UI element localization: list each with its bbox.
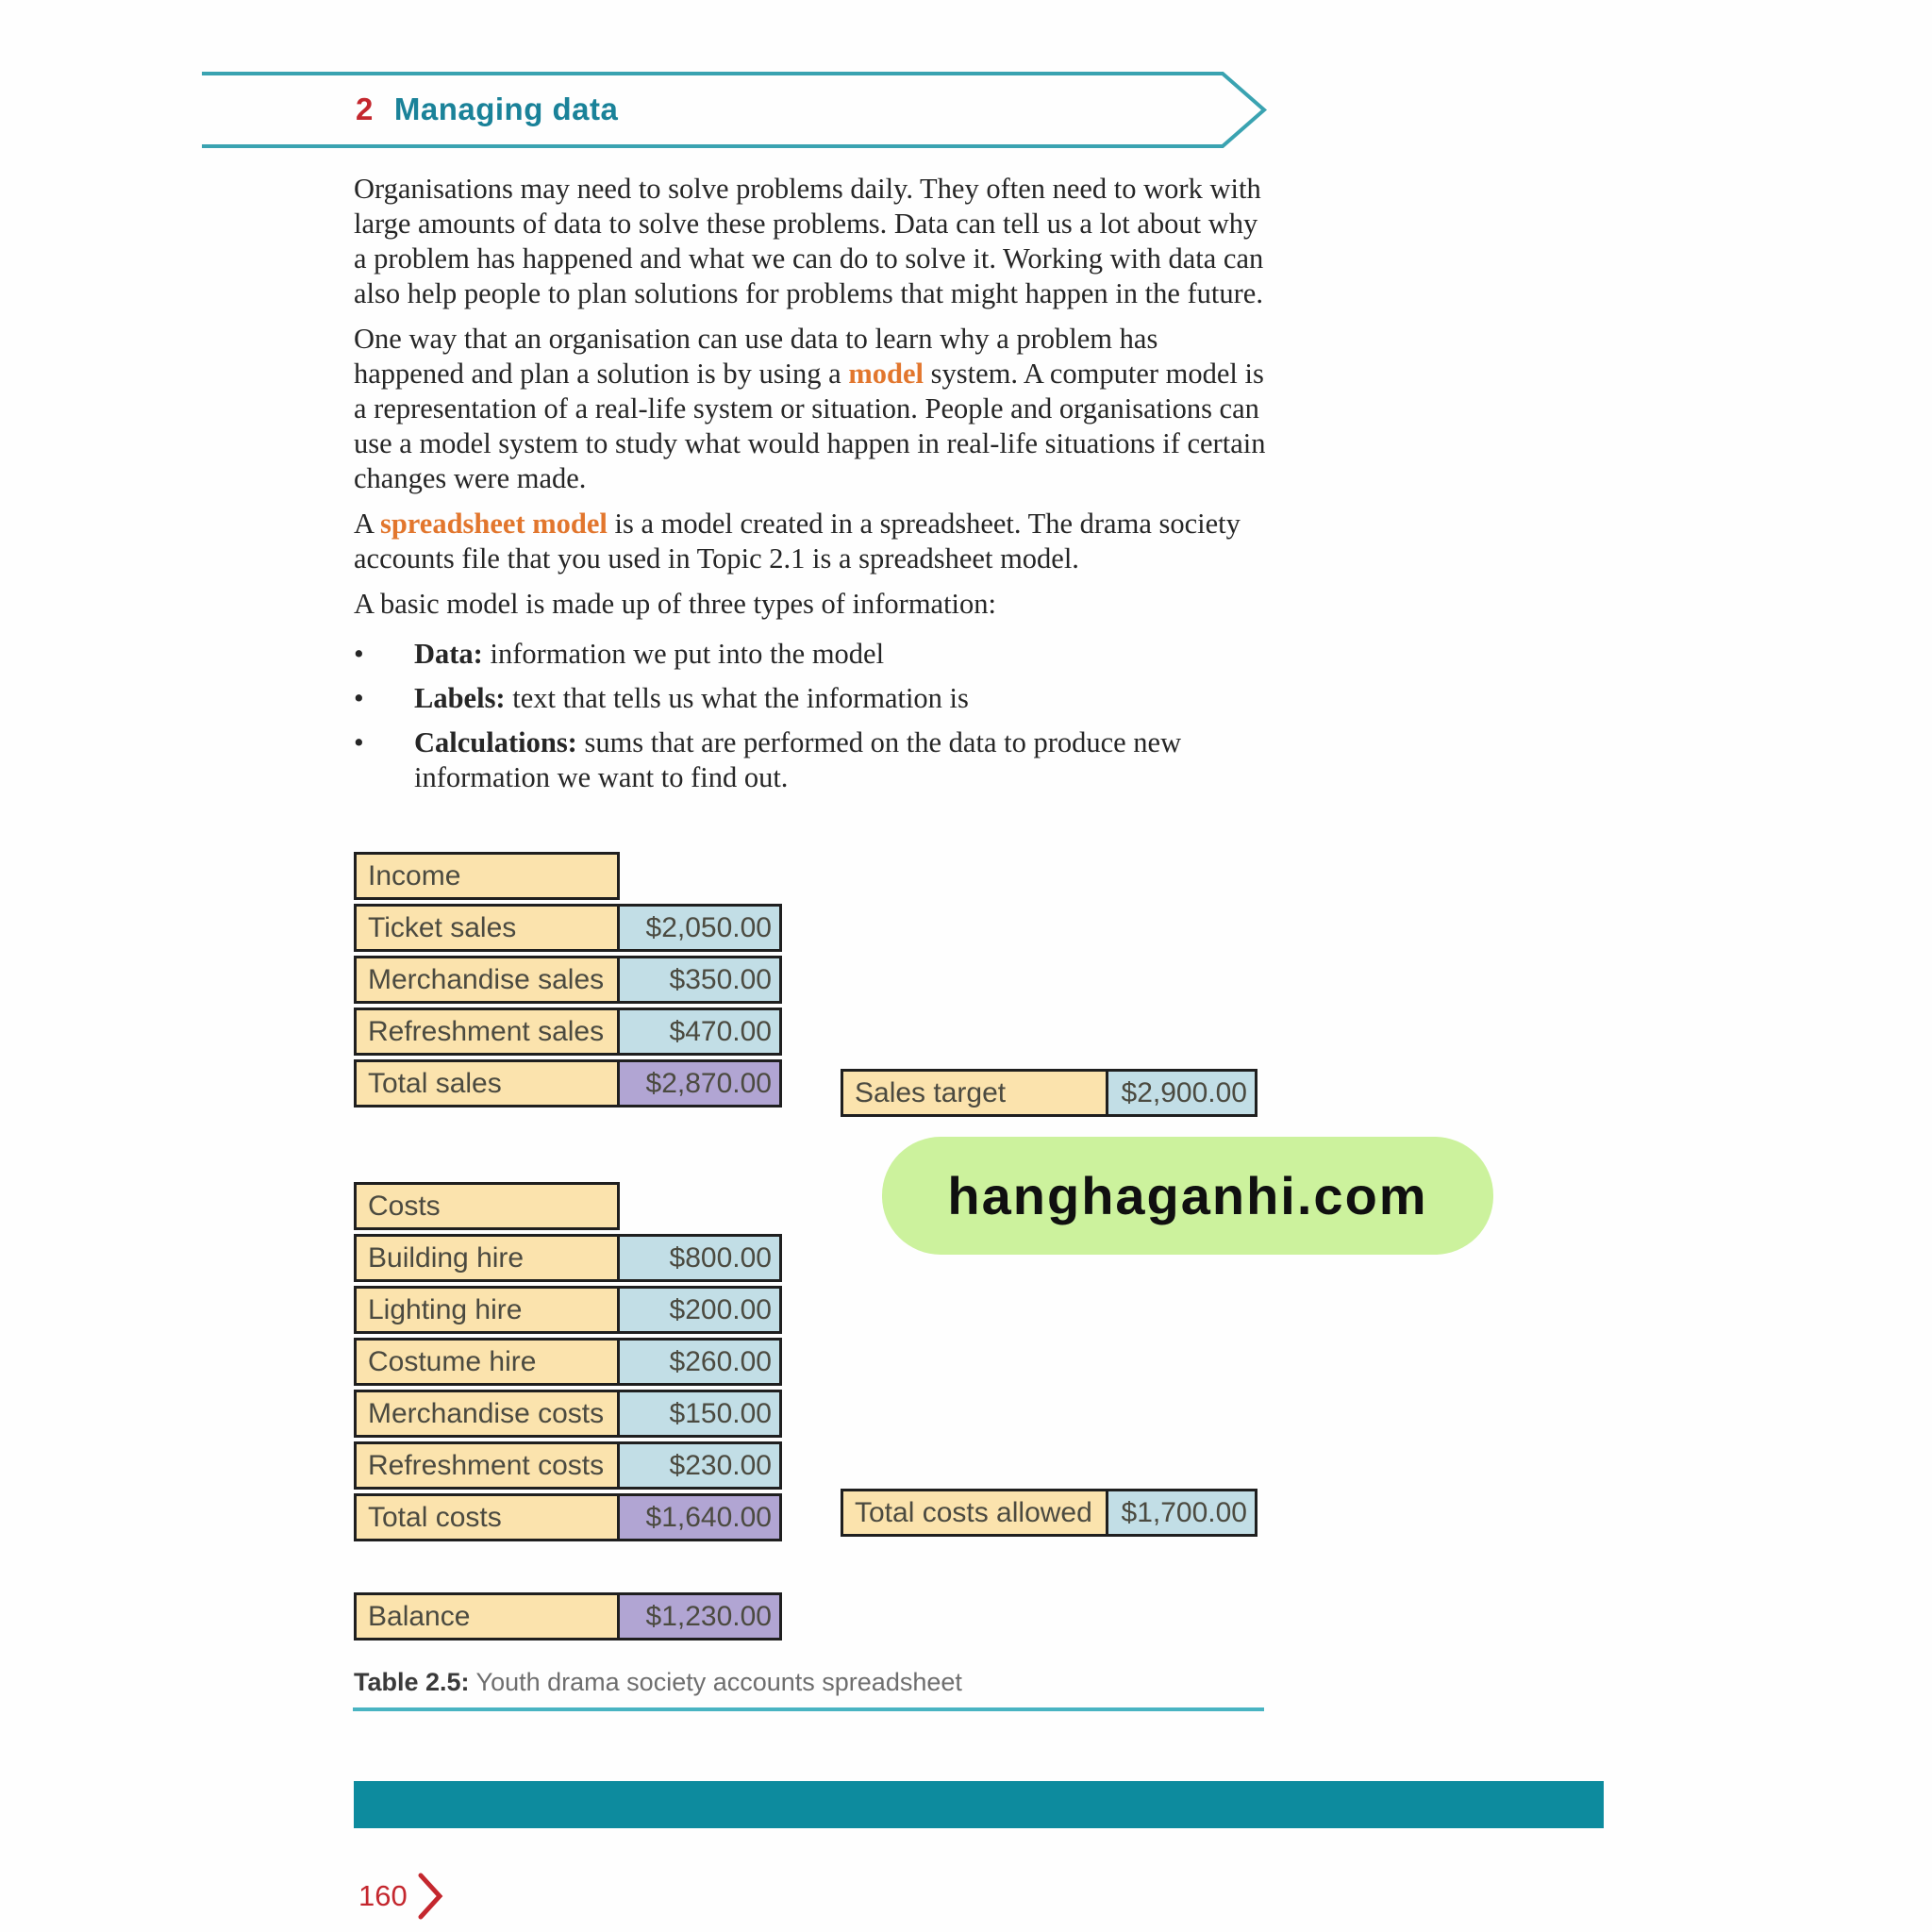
spreadsheet-row: [354, 1059, 782, 1108]
spreadsheet-row: [354, 1286, 782, 1334]
chapter-number: 2: [356, 92, 374, 126]
row-value: $150.00: [617, 1390, 782, 1438]
paragraph-2-text-before: One way that an organisation can use data to learn why a problem has happened and plan a solution is by using a: [354, 323, 1158, 390]
spreadsheet-row: [354, 1493, 782, 1541]
balance-label: Balance: [354, 1592, 620, 1641]
costs-table: [354, 1182, 782, 1545]
watermark-badge: [882, 1137, 1493, 1255]
income-table: [354, 852, 782, 1111]
income-header-cell: Income: [354, 852, 620, 900]
total-costs-allowed-label: Total costs allowed: [841, 1489, 1108, 1537]
paragraph-3: [354, 507, 1274, 576]
sales-target-row: [841, 1069, 1257, 1117]
row-value: $200.00: [617, 1286, 782, 1334]
row-value: $2,870.00: [617, 1059, 782, 1108]
balance-row: [354, 1592, 782, 1641]
bullet-term: Labels:: [414, 682, 513, 714]
row-value: $800.00: [617, 1234, 782, 1282]
row-label: Merchandise sales: [354, 956, 620, 1004]
income-rows: [354, 904, 782, 1108]
spreadsheet-row: [354, 1441, 782, 1490]
paragraph-3-text-before: A: [354, 508, 380, 540]
row-label: Merchandise costs: [354, 1390, 620, 1438]
row-value: $260.00: [617, 1338, 782, 1386]
row-label: Ticket sales: [354, 904, 620, 952]
row-label: Building hire: [354, 1234, 620, 1282]
costs-rows: [354, 1234, 782, 1541]
chapter-header: [356, 72, 618, 147]
sales-target-value: $2,900.00: [1106, 1069, 1257, 1117]
footer-bar: [354, 1781, 1604, 1828]
total-costs-allowed-row: [841, 1489, 1257, 1537]
balance-value: $1,230.00: [617, 1592, 782, 1641]
bullet-text: Labels: text that tells us what the information is: [414, 682, 969, 714]
row-label: Refreshment sales: [354, 1008, 620, 1056]
bullet-item: [354, 725, 1274, 795]
row-value: $2,050.00: [617, 904, 782, 952]
table-caption: [354, 1668, 962, 1697]
paragraph-4: [354, 587, 1274, 622]
paragraph-1: [354, 172, 1274, 311]
row-label: Refreshment costs: [354, 1441, 620, 1490]
row-label: Costume hire: [354, 1338, 620, 1386]
watermark-text: hanghaganhi.com: [947, 1166, 1428, 1225]
spreadsheet-row: [354, 956, 782, 1004]
bullet-term: Calculations:: [414, 726, 585, 758]
total-costs-allowed-value: $1,700.00: [1106, 1489, 1257, 1537]
spreadsheet-row: [354, 1234, 782, 1282]
row-value: $230.00: [617, 1441, 782, 1490]
keyword-spreadsheet-model: spreadsheet model: [379, 508, 608, 540]
bullet-item: [354, 637, 1274, 672]
spreadsheet-row: [354, 1390, 782, 1438]
caption-divider: [353, 1707, 1264, 1711]
paragraph-3-text-after: is a model created in a spreadsheet. The drama society accounts file that you used in Topic 2.1 is a spreadsheet model.: [354, 508, 1241, 575]
body-text: [354, 172, 1274, 805]
paragraph-2-text-after: system. A computer model is a representation of a real-life system or situation. People and organisations can use a model system to study what would happen in real-life situations if certain changes were made.: [354, 358, 1266, 494]
costs-header-row: [354, 1182, 782, 1230]
bullet-term: Data:: [414, 638, 491, 670]
row-value: $1,640.00: [617, 1493, 782, 1541]
income-header-row: [354, 852, 782, 900]
bullet-text: Data: information we put into the model: [414, 638, 885, 670]
bullet-item: [354, 681, 1274, 716]
table-caption-text: Youth drama society accounts spreadsheet: [469, 1668, 962, 1696]
row-value: $470.00: [617, 1008, 782, 1056]
bullet-list: [354, 637, 1274, 795]
keyword-model: model: [848, 358, 924, 390]
chapter-title: Managing data: [393, 92, 619, 126]
table-caption-number: Table 2.5:: [354, 1668, 470, 1696]
row-label: Lighting hire: [354, 1286, 620, 1334]
page-number: 160: [358, 1879, 408, 1912]
row-label: Total costs: [354, 1493, 620, 1541]
row-label: Total sales: [354, 1059, 620, 1108]
chapter-banner-outline: [189, 64, 1283, 158]
paragraph-2: [354, 322, 1274, 496]
row-value: $350.00: [617, 956, 782, 1004]
spreadsheet-row: [354, 1338, 782, 1386]
costs-header-cell: Costs: [354, 1182, 620, 1230]
paragraph-4-text: A basic model is made up of three types of information:: [354, 588, 997, 620]
spreadsheet-row: [354, 904, 782, 952]
bullet-marker: •: [354, 726, 364, 758]
sales-target-label: Sales target: [841, 1069, 1108, 1117]
bullet-marker: •: [354, 682, 364, 714]
bullet-marker: •: [354, 638, 364, 670]
bullet-text: Calculations: sums that are performed on the data to produce new information we want to find out.: [414, 726, 1182, 793]
paragraph-1-text: Organisations may need to solve problems daily. They often need to work with large amounts of data to solve these problems. Data can tell us a lot about why a problem has happened and what we can do to solve it. Working with data can also help people to plan solutions for problems that might happen in the future.: [354, 173, 1264, 309]
next-page-chevron-icon: [415, 1872, 447, 1921]
spreadsheet-row: [354, 1008, 782, 1056]
